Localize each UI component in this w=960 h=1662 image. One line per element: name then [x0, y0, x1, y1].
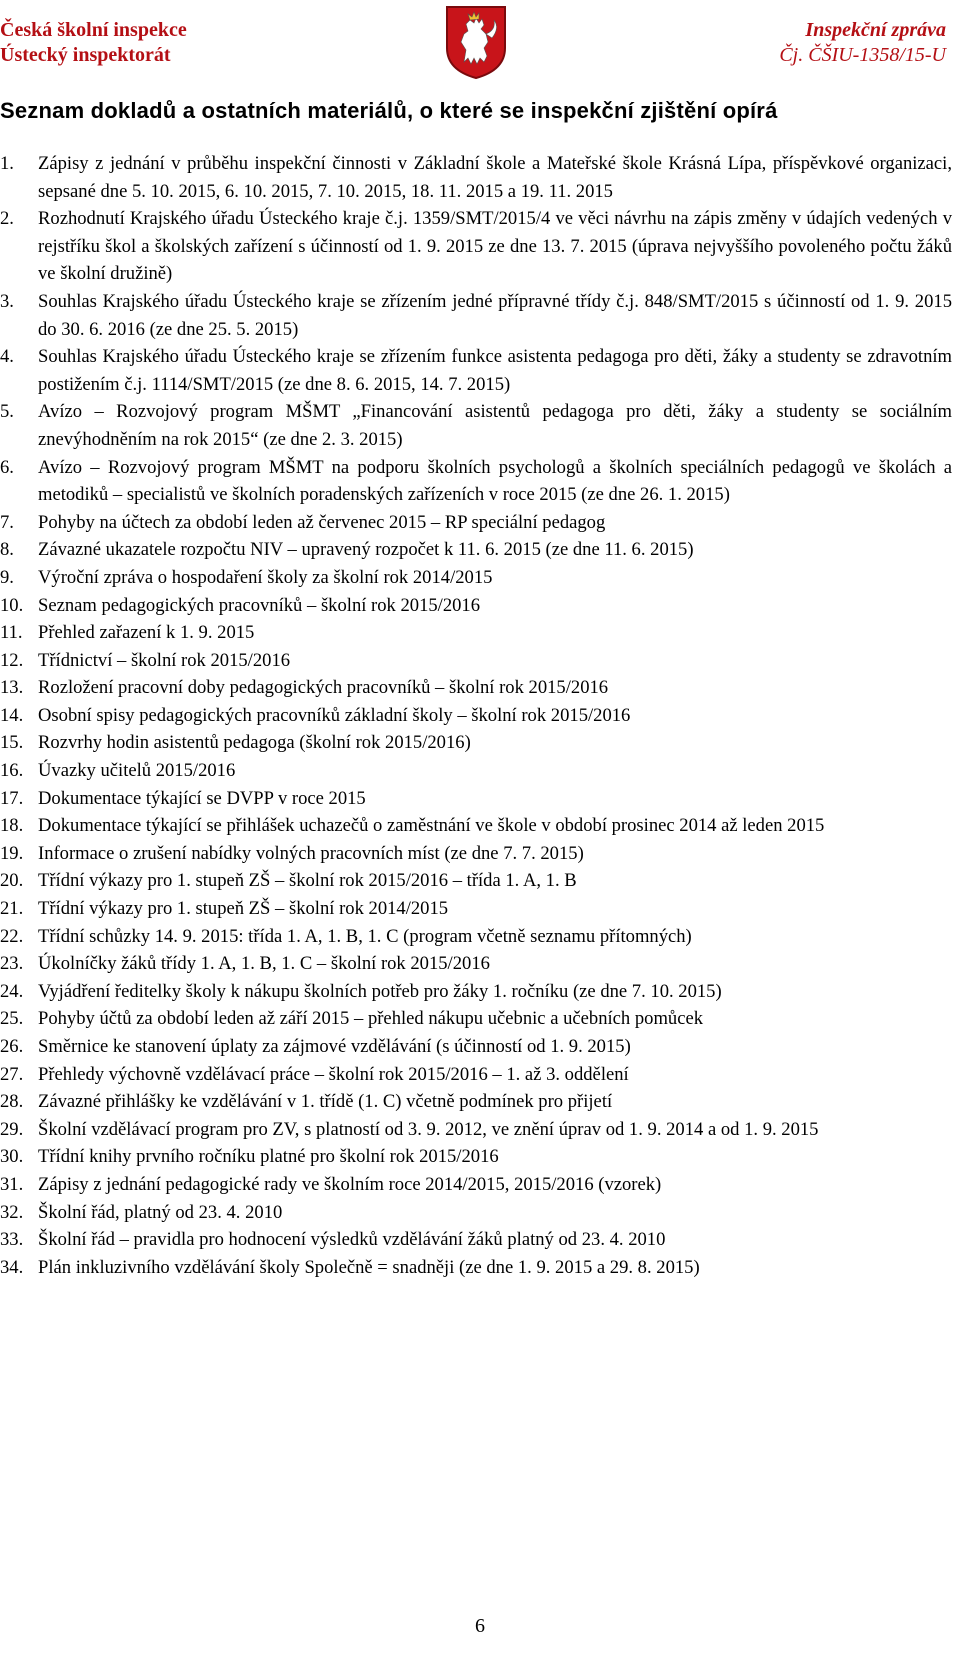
list-item-number: 10.	[0, 594, 24, 616]
list-item-number: 25.	[0, 1008, 24, 1030]
list-item-text: Pohyby na účtech za období leden až červenec 2015 – RP speciální pedagog	[38, 511, 606, 533]
list-item	[0, 867, 952, 895]
list-item	[0, 729, 952, 757]
list-item-text: Souhlas Krajského úřadu Ústeckého kraje se zřízením jedné přípravné třídy č.j. 848/SMT/2015 s účinností od 1. 9. 2015 do 30. 6. 2016 (ze dne 25. 5. 2015)	[38, 290, 952, 340]
list-item-number: 21.	[0, 898, 24, 920]
list-item	[0, 978, 952, 1006]
list-item-text: Závazné přihlášky ke vzdělávání v 1. třídě (1. C) včetně podmínek pro přijetí	[38, 1091, 613, 1113]
list-item-number: 1.	[0, 153, 14, 174]
list-item	[0, 564, 952, 592]
list-item	[0, 398, 952, 453]
page-number: 6	[475, 1615, 485, 1637]
list-item	[0, 950, 952, 978]
list-item-number: 13.	[0, 677, 24, 699]
list-item-text: Třídní knihy prvního ročníku platné pro školní rok 2015/2016	[38, 1146, 499, 1168]
list-item-number: 19.	[0, 842, 24, 864]
document-list	[0, 150, 952, 1281]
header-organization	[0, 18, 187, 68]
list-item	[0, 895, 952, 923]
list-item-text: Avízo – Rozvojový program MŠMT na podporu školních psychologů a školních speciálních pedagogů ve školách a metodiků – specialistů ve školních poradenských zařízeních v roce 2015 (ze dne 26. 1. 2015)	[38, 456, 952, 506]
list-item-number: 23.	[0, 953, 24, 975]
list-item-number: 29.	[0, 1118, 24, 1140]
list-item-text: Rozložení pracovní doby pedagogických pracovníků – školní rok 2015/2016	[38, 677, 609, 699]
list-item-number: 15.	[0, 732, 24, 754]
list-item-number: 34.	[0, 1256, 24, 1278]
list-item-text: Informace o zrušení nabídky volných pracovních míst (ze dne 7. 7. 2015)	[38, 842, 584, 864]
document-type: Inspekční zpráva	[805, 19, 946, 41]
page-title: Seznam dokladů a ostatních materiálů, o které se inspekční zjištění opírá	[0, 98, 778, 123]
list-item	[0, 509, 952, 537]
list-item-text: Třídnictví – školní rok 2015/2016	[38, 649, 291, 671]
list-item-number: 17.	[0, 787, 24, 809]
list-item	[0, 1088, 952, 1116]
list-item	[0, 647, 952, 675]
list-item-text: Osobní spisy pedagogických pracovníků základní školy – školní rok 2015/2016	[38, 704, 631, 726]
list-item-number: 31.	[0, 1173, 24, 1195]
list-item	[0, 619, 952, 647]
list-item-text: Přehledy výchovně vzdělávací práce – školní rok 2015/2016 – 1. až 3. oddělení	[38, 1063, 629, 1085]
list-item-text: Třídní výkazy pro 1. stupeň ZŠ – školní rok 2014/2015	[38, 898, 449, 920]
list-item-text: Pohyby účtů za období leden až září 2015 – přehled nákupu učebnic a učebních pomůcek	[38, 1008, 704, 1030]
list-item	[0, 1226, 952, 1254]
list-item	[0, 150, 952, 205]
list-item	[0, 1199, 952, 1227]
list-item	[0, 757, 952, 785]
list-item-number: 11.	[0, 622, 23, 644]
list-item-number: 2.	[0, 208, 14, 230]
list-item	[0, 1116, 952, 1144]
list-item-text: Rozhodnutí Krajského úřadu Ústeckého kraje č.j. 1359/SMT/2015/4 ve věci návrhu na zápis změny v údajích vedených v rejstříku škol a školských zařízení s účinností od 1. 9. 2015 ze dne 13. 7. 2015 (úprava nejvyššího povoleného počtu žáků ve školní družině)	[38, 208, 952, 285]
list-item	[0, 536, 952, 564]
list-item	[0, 674, 952, 702]
list-item	[0, 812, 952, 840]
list-item	[0, 343, 952, 398]
list-item-number: 9.	[0, 566, 14, 588]
list-item-text: Rozvrhy hodin asistentů pedagoga (školní rok 2015/2016)	[38, 732, 471, 754]
list-item	[0, 1033, 952, 1061]
list-item-text: Úvazky učitelů 2015/2016	[38, 760, 236, 782]
list-item-text: Školní řád – pravidla pro hodnocení výsledků vzdělávání žáků platný od 23. 4. 2010	[38, 1229, 666, 1251]
list-item-number: 20.	[0, 870, 24, 892]
list-item	[0, 1061, 952, 1089]
list-item	[0, 454, 952, 509]
list-item-number: 8.	[0, 539, 14, 561]
list-item	[0, 1254, 952, 1282]
list-item-number: 6.	[0, 456, 14, 478]
list-item-text: Avízo – Rozvojový program MŠMT „Financování asistentů pedagoga pro děti, žáky a studenty se sociálním znevýhodněním na rok 2015“ (ze dne 2. 3. 2015)	[38, 401, 952, 450]
list-item	[0, 288, 952, 343]
list-item-number: 4.	[0, 346, 14, 368]
list-item-number: 18.	[0, 815, 24, 837]
list-item-number: 32.	[0, 1201, 24, 1223]
inspectorate-name: Ústecký inspektorát	[0, 44, 171, 66]
list-item-text: Výroční zpráva o hospodaření školy za školní rok 2014/2015	[38, 566, 493, 588]
list-item	[0, 785, 952, 813]
list-item-text: Úkolníčky žáků třídy 1. A, 1. B, 1. C – školní rok 2015/2016	[38, 953, 490, 975]
list-item-text: Zápisy z jednání v průběhu inspekční činnosti v Základní škole a Mateřské škole Krásná Lípa, příspěvkové organizaci, sepsané dne 5. 10. 2015, 6. 10. 2015, 7. 10. 2015, 18. 11. 2015 a 19. 11. 2015	[38, 153, 952, 202]
list-item-number: 5.	[0, 401, 14, 423]
list-item-text: Dokumentace týkající se DVPP v roce 2015	[38, 787, 366, 809]
list-item-text: Plán inkluzivního vzdělávání školy Společně = snadněji (ze dne 1. 9. 2015 a 29. 8. 2015)	[38, 1256, 700, 1278]
list-item-number: 7.	[0, 511, 14, 533]
list-item-number: 28.	[0, 1091, 24, 1113]
list-item	[0, 840, 952, 868]
list-item-text: Zápisy z jednání pedagogické rady ve školním roce 2014/2015, 2015/2016 (vzorek)	[38, 1173, 662, 1195]
list-item-text: Směrnice ke stanovení úplaty za zájmové vzdělávání (s účinností od 1. 9. 2015)	[38, 1036, 631, 1057]
list-item-number: 30.	[0, 1146, 24, 1168]
list-item	[0, 1143, 952, 1171]
list-item-number: 22.	[0, 925, 24, 947]
list-item-text: Seznam pedagogických pracovníků – školní rok 2015/2016	[38, 594, 481, 616]
list-item	[0, 592, 952, 620]
list-item-text: Třídní výkazy pro 1. stupeň ZŠ – školní rok 2015/2016 – třída 1. A, 1. B	[38, 870, 577, 892]
list-item-number: 33.	[0, 1229, 24, 1251]
czech-lion-emblem-icon	[444, 4, 508, 80]
list-item-number: 24.	[0, 980, 24, 1002]
list-item-number: 16.	[0, 760, 24, 782]
list-item-text: Dokumentace týkající se přihlášek uchazečů o zaměstnání ve škole v období prosinec 2014 až leden 2015	[38, 815, 825, 837]
list-item-text: Vyjádření ředitelky školy k nákupu školních potřeb pro žáky 1. ročníku (ze dne 7. 10. 2015)	[38, 980, 722, 1002]
list-item-number: 26.	[0, 1036, 24, 1057]
list-item	[0, 923, 952, 951]
list-item-number: 3.	[0, 290, 14, 312]
list-item-text: Přehled zařazení k 1. 9. 2015	[38, 622, 255, 644]
list-item-number: 27.	[0, 1063, 24, 1085]
header-document-info	[779, 18, 946, 68]
list-item-text: Školní řád, platný od 23. 4. 2010	[38, 1201, 283, 1223]
list-item-text: Školní vzdělávací program pro ZV, s platností od 3. 9. 2012, ve znění úprav od 1. 9. 2014 a od 1. 9. 2015	[38, 1118, 819, 1140]
list-item-text: Souhlas Krajského úřadu Ústeckého kraje se zřízením funkce asistenta pedagoga pro děti, žáky a studenty se zdravotním postižením č.j. 1114/SMT/2015 (ze dne 8. 6. 2015, 14. 7. 2015)	[38, 346, 952, 395]
list-item	[0, 1171, 952, 1199]
list-item-number: 14.	[0, 704, 24, 726]
list-item-number: 12.	[0, 649, 24, 671]
org-name: Česká školní inspekce	[0, 19, 187, 41]
list-item	[0, 205, 952, 288]
list-item-text: Třídní schůzky 14. 9. 2015: třída 1. A, 1. B, 1. C (program včetně seznamu přítomných)	[38, 925, 692, 947]
list-item	[0, 702, 952, 730]
list-item-text: Závazné ukazatele rozpočtu NIV – upravený rozpočet k 11. 6. 2015 (ze dne 11. 6. 2015)	[38, 539, 694, 561]
reference-number: Čj. ČŠIU-1358/15-U	[779, 44, 946, 66]
list-item	[0, 1005, 952, 1033]
